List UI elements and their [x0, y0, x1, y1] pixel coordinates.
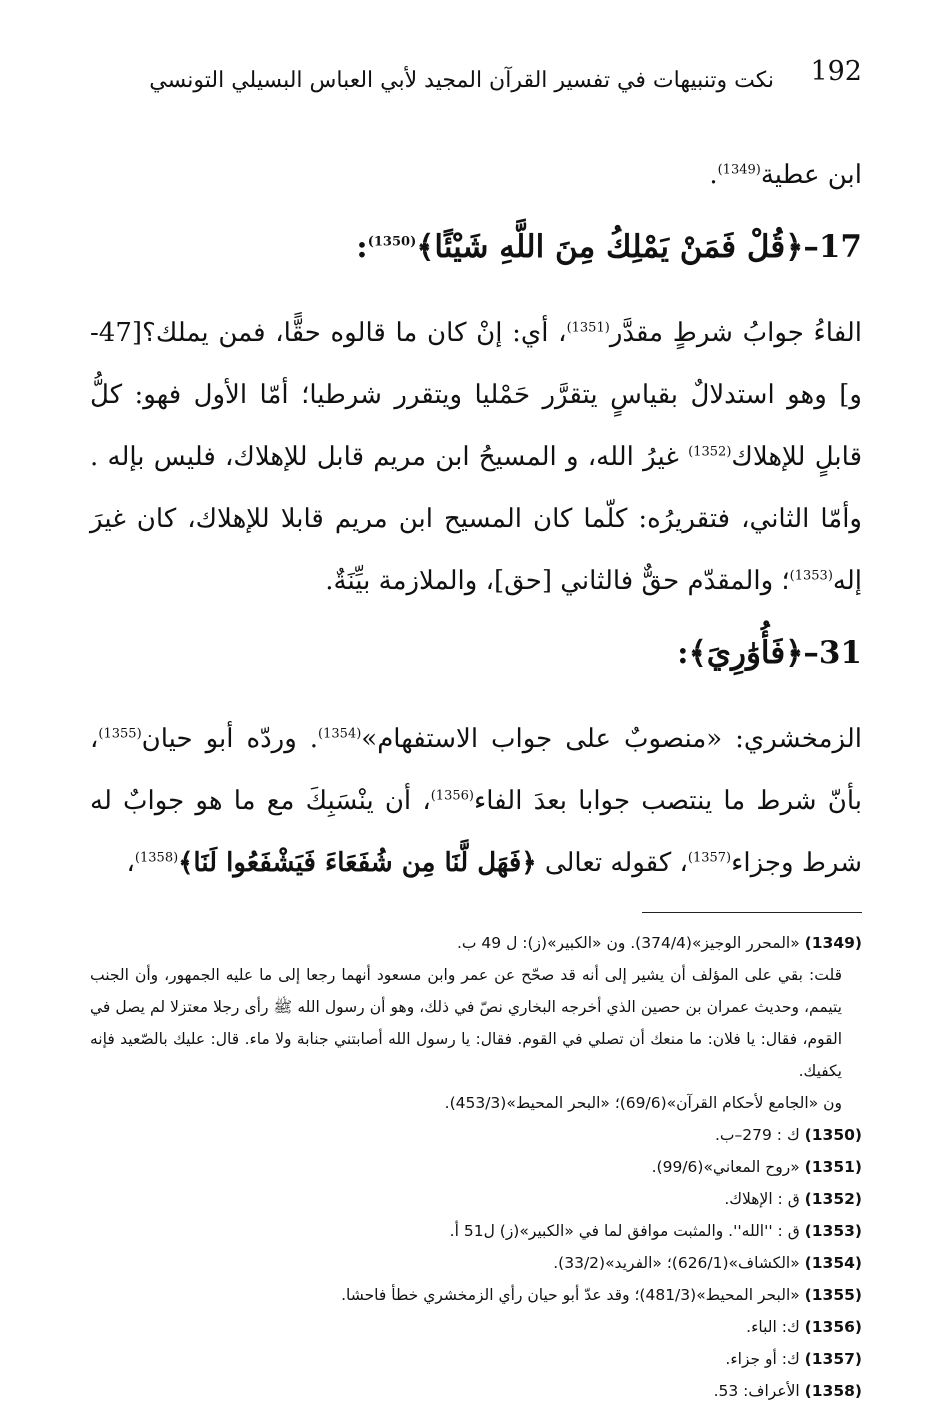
- footnote-1352: (1352) ق : الإهلاك.: [724, 1190, 862, 1208]
- footnote-ref: (1353): [789, 568, 833, 584]
- footnote-1351: (1351) «روح المعاني»(99/6).: [651, 1158, 862, 1176]
- footnotes: [90, 927, 862, 1407]
- main-text: [90, 144, 862, 894]
- verse-heading-17: 17–﴿قُلْ فَمَنْ يَمْلِكُ مِنَ اللَّهِ شَيْئًا﴾$^{(1350)}$:: [356, 229, 862, 265]
- footnote-1358: (1358) الأعراف: 53.: [713, 1382, 862, 1400]
- footnote-ref: (1354): [318, 726, 362, 742]
- verse-heading-31: 31–﴿فَأُوَٰرِيَ﴾:: [677, 635, 862, 671]
- footnote-ref: (1350): [367, 234, 417, 250]
- footnote-1349: (1349) «المحرر الوجيز»(374/4). ون «الكبير»(ز): ل 49 ب.: [456, 934, 862, 952]
- footnote-1349-comment: قلت: بقي على المؤلف أن يشير إلى أنه قد صحّح عن عمر وابن مسعود أنهما رجعا إلى ما عليه الجمهور، وأن الجنب يتيمم، وحديث عمران بن حصين الذي أخرجه البخاري نصّ في ذلك، وهو أن رسول الله ﷺ رأى رجلا معتزلا لم يصل في القوم، فقال: يا فلان: ما منعك أن تصلي في القوم. فقال: يا رسول الله أصابتني جنابة ولا ماء. قال: عليك بالصّعيد فإنه يكفيك.: [90, 966, 842, 1080]
- footnote-ref: (1358): [134, 850, 179, 866]
- footnote-ref: (1355): [98, 726, 142, 742]
- footnote-1356: (1356) ك: الباء.: [746, 1318, 862, 1336]
- footnote-ref: (1356): [430, 788, 474, 804]
- running-title: نكت وتنبيهات في تفسير القرآن المجيد لأبي العباس البسيلي التونسي: [149, 68, 774, 93]
- footnote-ref: (1349): [717, 162, 761, 178]
- footnote-1349-refs: ون «الجامع لأحكام القرآن»(69/6)؛ «البحر المحيط»(453/3).: [444, 1094, 842, 1112]
- footnote-separator: [642, 912, 862, 913]
- footnote-1354: (1354) «الكشاف»(626/1)؛ «الفريد»(33/2).: [553, 1254, 862, 1272]
- paragraph-31: الزمخشري: «منصوبٌ على جواب الاستفهام»$^{(1354)}$. وردّه أبو حيان$^{(1355)}$، بأنّ شرط ما ينتصب جوابا بعدَ الفاء$^{(1356)}$، أن ينْسَبِكَ مع ما هو جوابٌ له شرط وجزاء$^{(1357)}$، كقوله تعالى ﴿فَهَل لَّنَا مِن شُفَعَاءَ فَيَشْفَعُوا لَنَا﴾$^{(1358)}$،: [90, 724, 862, 878]
- quran-verse: ﴿فَأُوَٰرِيَ﴾: [688, 635, 804, 671]
- page-header: [90, 50, 862, 110]
- footnote-1353: (1353) ق : ''الله''. والمثبت موافق لما في «الكبير»(ز) ل51 أ.: [449, 1222, 862, 1240]
- footnote-1350: (1350) ك : 279–ب.: [715, 1126, 862, 1144]
- quran-verse: ﴿فَهَل لَّنَا مِن شُفَعَاءَ فَيَشْفَعُوا لَنَا﴾: [178, 848, 537, 878]
- footnote-1355: (1355) «البحر المحيط»(481/3)؛ وقد عدّ أبو حيان رأي الزمخشري خطأ فاحشا.: [341, 1286, 862, 1304]
- intro-line: ابن عطية$^{(1349)}$.: [709, 160, 862, 190]
- quran-verse: ﴿قُلْ فَمَنْ يَمْلِكُ مِنَ اللَّهِ شَيْئًا﴾: [416, 229, 804, 265]
- footnote-ref: (1351): [566, 320, 610, 336]
- footnote-1357: (1357) ك: أو جزاء.: [725, 1350, 862, 1368]
- page-number: 192: [810, 56, 862, 87]
- footnote-ref: (1352): [688, 444, 732, 460]
- footnote-ref: (1357): [687, 850, 732, 866]
- paragraph-17: الفاءُ جوابُ شرطٍ مقدَّر$^{(1351)}$، أي: إنْ كان ما قالوه حقًّا، فمن يملك؟[47-و] وهو استدلالٌ بقياسٍ يتقرَّر حَمْليا ويتقرر شرطيا؛ أمّا الأول فهو: كلُّ قابلٍ للإهلاك$^{(1352)}$ غيرُ الله، و المسيحُ ابن مريم قابل للإهلاك، فليس بإله . وأمّا الثاني، فتقريرُه: كلّما كان المسيح ابن مريم قابلا للإهلاك، كان غيرَ إله$^{(1353)}$؛ والمقدّم حقٌّ فالثاني [حق]، والملازمة بيِّنَةٌ.: [90, 318, 862, 596]
